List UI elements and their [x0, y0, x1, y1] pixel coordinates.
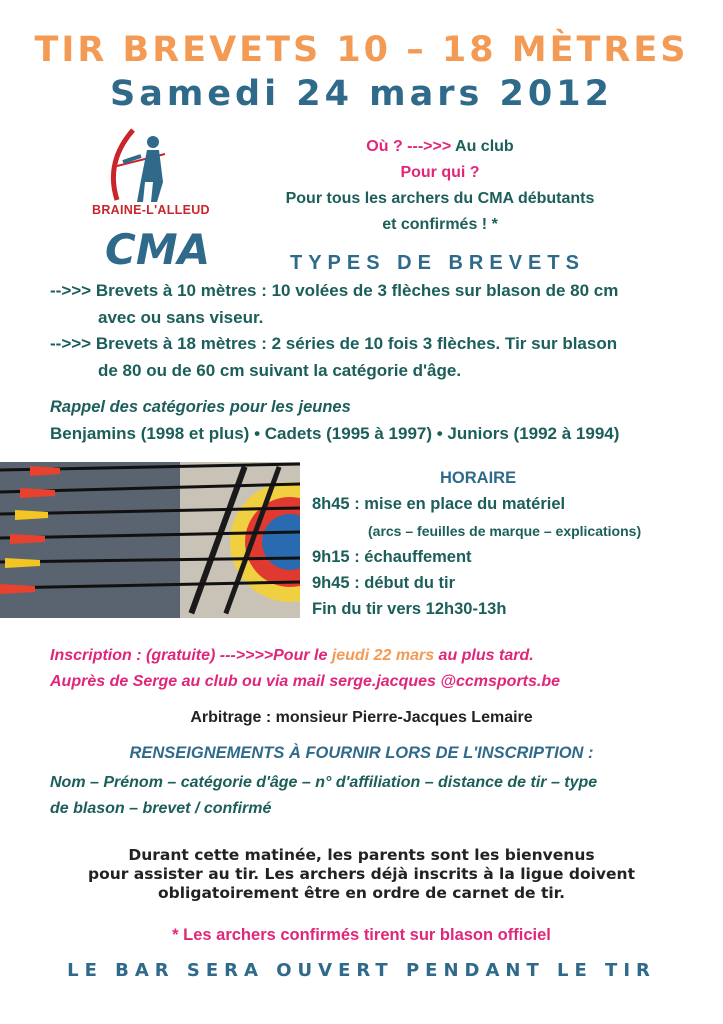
inscription-line-1 [50, 642, 534, 669]
categories-title: Rappel des catégories pour les jeunes [50, 398, 351, 416]
club-logo [95, 122, 225, 272]
brevet-18m-line-1: -->>> Brevets à 18 mètres : 2 séries de 10 fois 3 flèches. Tir sur blason [50, 334, 618, 353]
renseignements-title: RENSEIGNEMENTS À FOURNIR LORS DE L'INSCRIPTION : [129, 744, 594, 762]
horaire-row-3: 9h45 : début du tir [312, 574, 456, 592]
for-whom-question: Pour qui ? [400, 164, 480, 181]
arbitrage: Arbitrage : monsieur Pierre-Jacques Lemaire [190, 709, 533, 726]
notice-line-2: pour assister au tir. Les archers déjà inscrits à la ligue doivent [87, 865, 635, 883]
where-question: Où ? [366, 138, 403, 155]
brevet-18m-line-2: de 80 ou de 60 cm suivant la catégorie d'âge. [98, 361, 462, 380]
logo-city: BRAINE-L'ALLEUD [92, 203, 210, 217]
horaire-title: HORAIRE [440, 469, 517, 487]
event-date: Samedi 24 mars 2012 [110, 74, 613, 114]
horaire-row-4: Fin du tir vers 12h30-13h [312, 600, 507, 618]
where-answer: Au club [455, 138, 514, 155]
brevet-10m-line-2: avec ou sans viseur. [98, 308, 264, 327]
notice-line-3: obligatoirement être en ordre de carnet de tir. [157, 884, 565, 902]
types-title: TYPES DE BREVETS [290, 252, 585, 274]
where-arrow: --->>> [402, 138, 456, 155]
for-whom-answer-1: Pour tous les archers du CMA débutants [285, 190, 595, 207]
inscription-deadline: jeudi 22 mars [331, 647, 435, 664]
horaire-row-1-sub: (arcs – feuilles de marque – explications) [368, 523, 642, 539]
inscription-text: Inscription : (gratuite) --->>>>Pour le [50, 647, 332, 664]
footer-bar-notice: LE BAR SERA OUVERT PENDANT LE TIR [67, 960, 656, 981]
renseignements-line-2: de blason – brevet / confirmé [50, 800, 272, 817]
footnote: * Les archers confirmés tirent sur blason officiel [172, 926, 551, 944]
where-line [255, 134, 625, 160]
inscription-line-2: Auprès de Serge au club ou via mail serge.jacques @ccmsports.be [50, 673, 561, 690]
brevet-10m-line-1: -->>> Brevets à 10 mètres : 10 volées de 3 flèches sur blason de 80 cm [50, 281, 619, 300]
event-title: TIR BREVETS 10 – 18 MÈTRES [34, 30, 689, 70]
notice [0, 846, 723, 903]
arrows-photo [0, 462, 300, 618]
renseignements-line-1: Nom – Prénom – catégorie d'âge – n° d'affiliation – distance de tir – type [50, 774, 598, 791]
notice-line-1: Durant cette matinée, les parents sont les bienvenus [128, 846, 595, 864]
horaire-row-2: 9h15 : échauffement [312, 548, 472, 566]
logo-initials: CMA [105, 225, 211, 272]
inscription-suffix: au plus tard. [434, 647, 534, 664]
categories-list: Benjamins (1998 et plus) • Cadets (1995 à 1997) • Juniors (1992 à 1994) [50, 424, 620, 443]
horaire-row-1: 8h45 : mise en place du matériel [312, 495, 566, 513]
for-whom-answer-2: et confirmés ! * [382, 216, 498, 233]
